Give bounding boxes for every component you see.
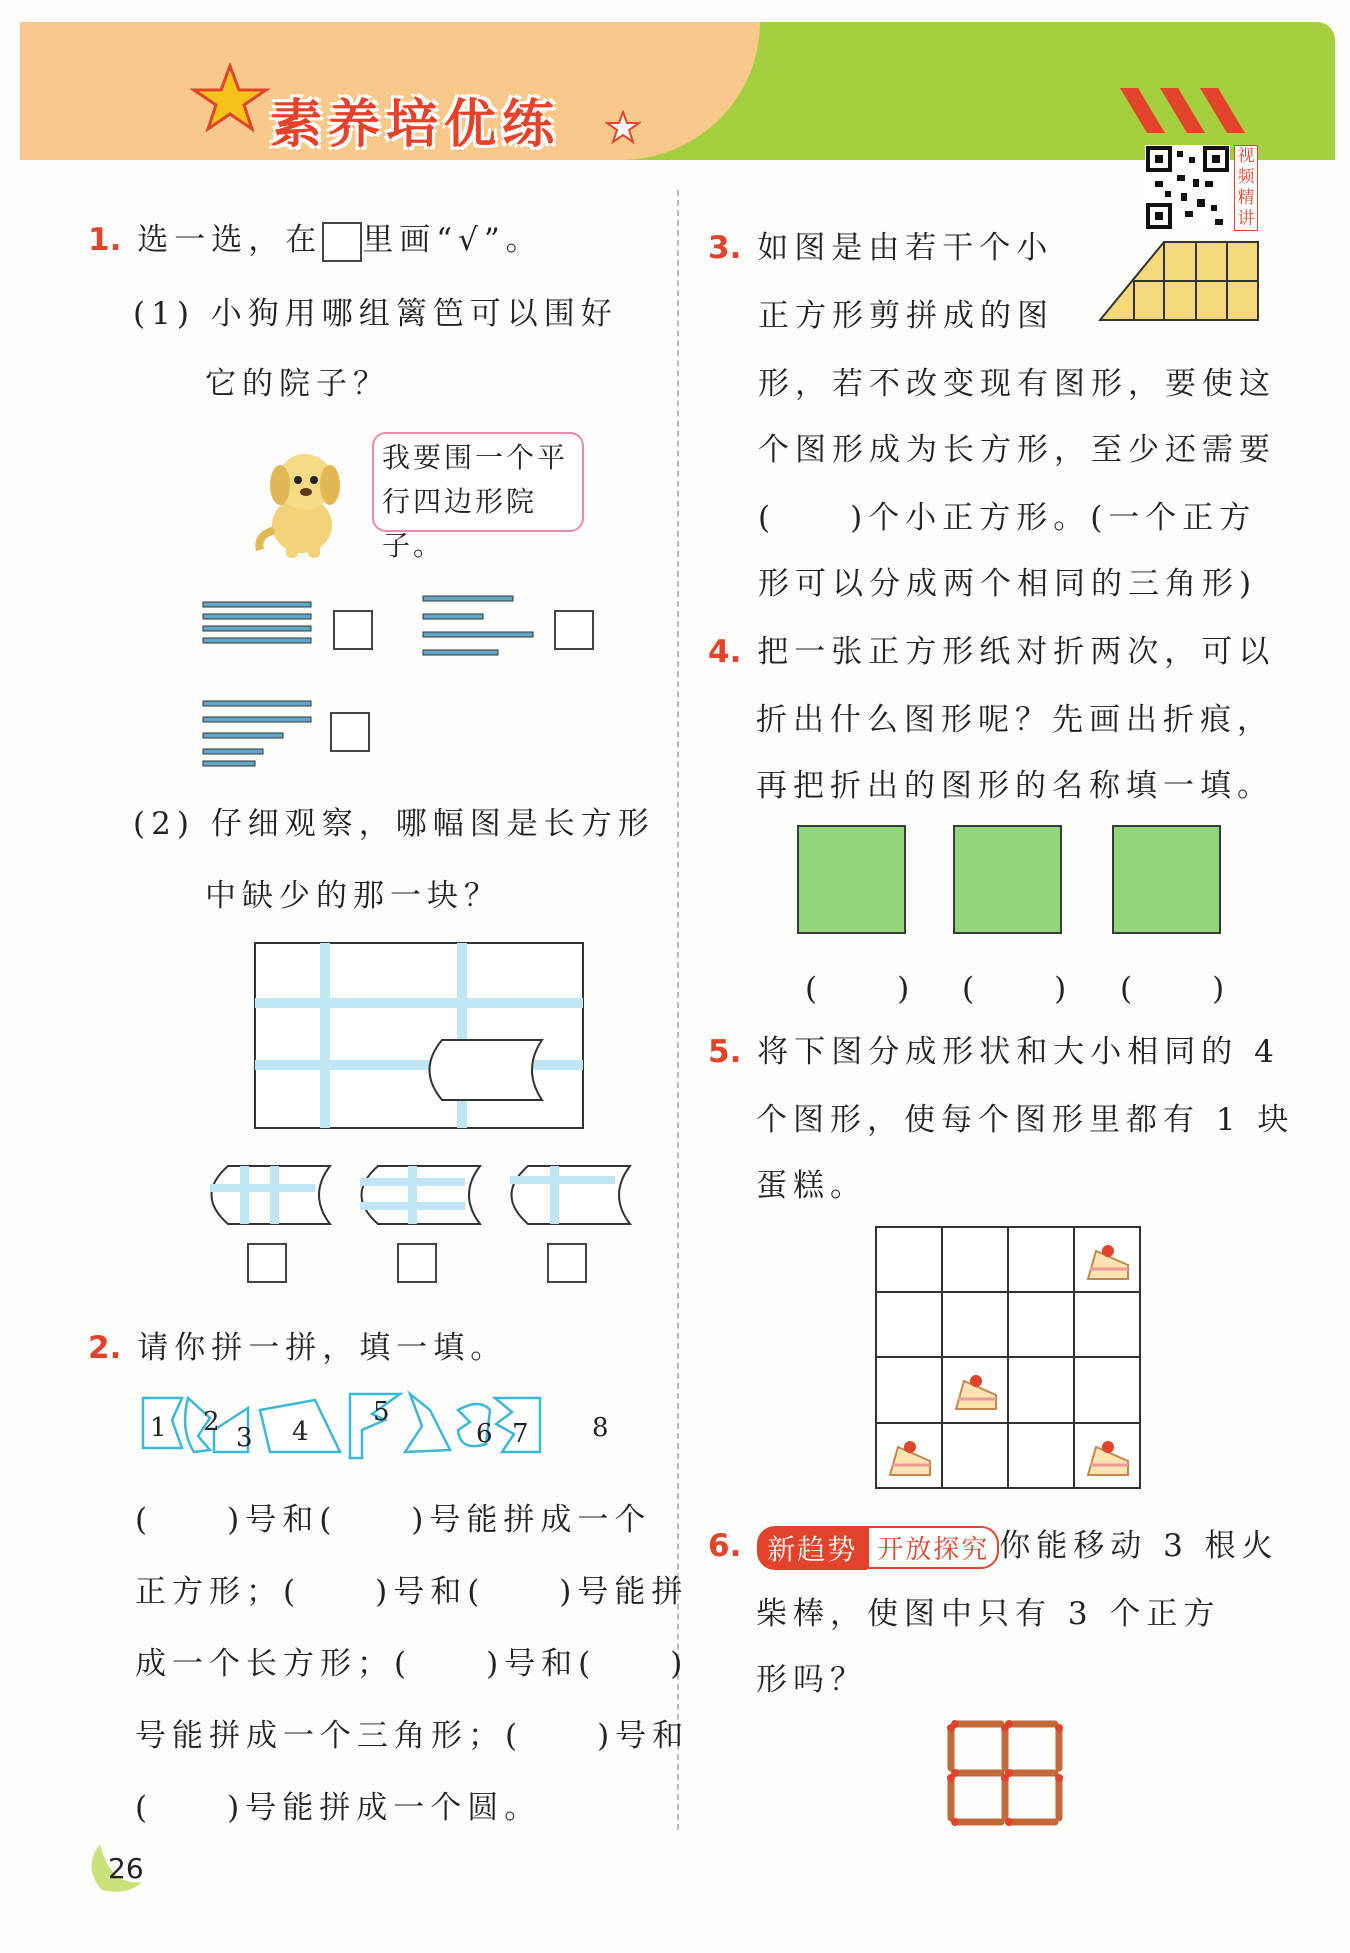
speech-bubble: 我要围一个平 行四边形院子。: [372, 432, 584, 532]
q5-line3: 蛋糕。: [756, 1168, 867, 1204]
q5-line1: 5. 将下图分成形状和大小相同的 4: [708, 1034, 1280, 1070]
svg-text:3: 3: [236, 1423, 253, 1453]
q3-line6: 形可以分成两个相同的三角形): [758, 566, 1258, 602]
puzzle-piece-6: [405, 1394, 450, 1452]
svg-text:2: 2: [203, 1407, 220, 1437]
q6-line2: 柴棒，使图中只有 3 个正方: [756, 1596, 1221, 1632]
section-title: 素养培优练: [270, 95, 561, 155]
rectangle-missing-piece: [252, 940, 587, 1132]
q6-line1: 6. 新趋势 开放探究 你能移动 3 根火: [708, 1520, 1279, 1570]
svg-text:6: 6: [476, 1419, 493, 1449]
matchstick-figure: [945, 1718, 1065, 1830]
q1-number: 1.: [88, 222, 122, 258]
trend-tag: 新趋势: [757, 1526, 867, 1570]
answer-box-fence-a[interactable]: [333, 610, 373, 650]
fence-option-c: [200, 695, 320, 767]
answer-box-sample: [322, 222, 362, 262]
fence-option-b: [420, 592, 540, 662]
open-explore-tag: 开放探究: [867, 1526, 999, 1569]
q3-line5: ( )个小正方形。(一个正方: [758, 500, 1257, 536]
q3-line2: 正方形剪拼成的图: [758, 298, 1054, 334]
qr-label: 视频精讲: [1234, 145, 1258, 231]
q2-line2: 正方形；( )号和( )号能拼: [135, 1574, 689, 1610]
green-square-2: [953, 825, 1062, 934]
green-square-3: [1112, 825, 1221, 934]
q2-line5: ( )号能拼成一个圆。: [135, 1790, 542, 1826]
answer-box-fence-c[interactable]: [330, 712, 370, 752]
page-number: 26: [108, 1852, 144, 1885]
trapezoid-squares-figure: [1098, 240, 1260, 322]
cake-grid: [874, 1225, 1142, 1490]
svg-text:1: 1: [150, 1413, 167, 1443]
q2-line3: 成一个长方形；( )号和( ): [135, 1646, 689, 1682]
green-square-1: [797, 825, 906, 934]
svg-text:8: 8: [592, 1413, 609, 1443]
q1-sub1-line1: (1) 小狗用哪组篱笆可以围好: [133, 296, 618, 332]
answer-box-piece-c[interactable]: [547, 1243, 587, 1283]
piece-option-a: [200, 1162, 335, 1228]
q1-sub2-line1: (2) 仔细观察，哪幅图是长方形: [133, 806, 655, 842]
piece-option-b: [350, 1162, 485, 1228]
dog-illustration: [250, 440, 350, 560]
q3-line3: 形，若不改变现有图形，要使这: [758, 366, 1276, 402]
q3-line4: 个图形成为长方形，至少还需要: [758, 432, 1276, 468]
q4-line3: 再把折出的图形的名称填一填。: [756, 768, 1274, 804]
q2-line4: 号能拼成一个三角形；( )号和: [135, 1718, 690, 1754]
decorative-stripes: [1120, 88, 1260, 138]
svg-text:5: 5: [373, 1397, 390, 1427]
q1-sub2-line2: 中缺少的那一块？: [205, 878, 501, 914]
q2-prompt: 2. 请你拼一拼，填一填。: [88, 1330, 508, 1366]
q4-line2: 折出什么图形呢？先画出折痕，: [756, 702, 1274, 738]
svg-text:4: 4: [292, 1417, 309, 1447]
small-star-icon: [605, 110, 641, 144]
answer-box-piece-b[interactable]: [397, 1243, 437, 1283]
q1-sub1-line2: 它的院子？: [205, 366, 390, 402]
q1-prompt: 1. 选一选，在 里画“√”。: [88, 214, 543, 262]
fence-option-a: [200, 592, 320, 652]
star-icon: [190, 62, 270, 132]
q6-line3: 形吗？: [756, 1662, 867, 1698]
answer-box-fence-b[interactable]: [554, 610, 594, 650]
fold-answer-3[interactable]: ( ): [1120, 971, 1231, 1007]
q4-line1: 4. 把一张正方形纸对折两次，可以: [708, 634, 1276, 670]
q5-line2: 个图形，使每个图形里都有 1 块: [756, 1102, 1295, 1138]
fold-answer-1[interactable]: ( ): [805, 971, 916, 1007]
q3-line1: 3. 如图是由若干个小: [708, 230, 1054, 266]
svg-text:7: 7: [512, 1419, 529, 1449]
qr-code-icon[interactable]: [1145, 145, 1230, 230]
q2-line1: ( )号和( )号能拼成一个: [135, 1502, 652, 1538]
fold-answer-2[interactable]: ( ): [962, 971, 1073, 1007]
piece-option-c: [500, 1162, 635, 1228]
puzzle-pieces: [140, 1390, 635, 1460]
answer-box-piece-a[interactable]: [247, 1243, 287, 1283]
